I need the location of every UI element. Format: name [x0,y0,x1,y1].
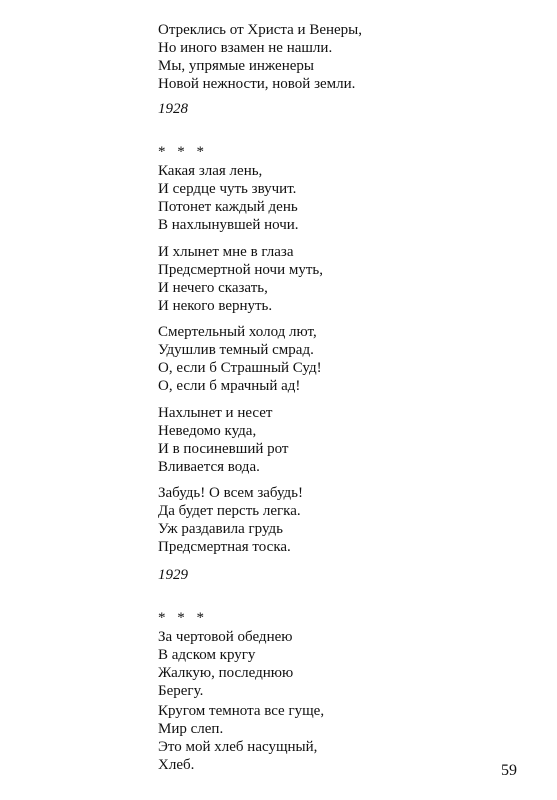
poem3-stanza1-line4: Берегу. [158,683,204,699]
poem2-stanza4-line3: И в посиневший рот [158,441,289,457]
poem2-stanza2-line4: И некого вернуть. [158,298,273,314]
poem3-stanza1-line2: В адском кругу [158,647,256,663]
poem2-stanza5-line4: Предсмертная тоска. [158,539,291,555]
poem3-stanza2-line1: Кругом темнота все гуще, [158,703,325,719]
poem2-stanza1-line3: Потонет каждый день [158,199,298,215]
poem2-stanza5-line3: Уж раздавила грудь [158,521,284,537]
poem1-line-3: Мы, упрямые инженеры [158,58,314,74]
poem2-stanza1-line2: И сердце чуть звучит. [158,181,297,197]
poem2-stanza2-line2: Предсмертной ночи муть, [158,262,323,278]
poem3-stanza1-line1: За чертовой обеднею [158,629,293,645]
poem2-stanza5-line2: Да будет персть легка. [158,503,301,519]
poem2-year: 1929 [158,567,188,583]
poem2-stanza4-line2: Неведомо куда, [158,423,257,439]
poem3-stanza1-line3: Жалкую, последнюю [158,665,294,681]
poem3-separator: * * * [158,610,208,626]
poem2-stanza2-line3: И нечего сказать, [158,280,268,296]
poem3-stanza2-line2: Мир слеп. [158,721,224,737]
poem2-stanza3-line4: О, если б мрачный ад! [158,378,301,394]
poem1-line-4: Новой нежности, новой земли. [158,76,356,92]
poem2-stanza5-line1: Забудь! О всем забудь! [158,485,303,501]
poem2-separator: * * * [158,144,208,160]
poem2-stanza1-line1: Какая злая лень, [158,163,263,179]
poem3-stanza2-line4: Хлеб. [158,757,195,773]
poem2-stanza1-line4: В нахлынувшей ночи. [158,217,299,233]
poem2-stanza3-line1: Смертельный холод лют, [158,324,317,340]
poem2-stanza2-line1: И хлынет мне в глаза [158,244,294,260]
poem2-stanza3-line3: О, если б Страшный Суд! [158,360,322,376]
poem2-stanza4-line4: Вливается вода. [158,459,260,475]
poem3-stanza2-line3: Это мой хлеб насущный, [158,739,318,755]
poem2-stanza4-line1: Нахлынет и несет [158,405,273,421]
poem2-stanza3-line2: Удушлив темный смрад. [158,342,314,358]
poem1-year: 1928 [158,101,188,117]
page-number: 59 [501,762,517,779]
poem1-line-1: Отреклись от Христа и Венеры, [158,22,363,38]
poem1-line-2: Но иного взамен не нашли. [158,40,333,56]
